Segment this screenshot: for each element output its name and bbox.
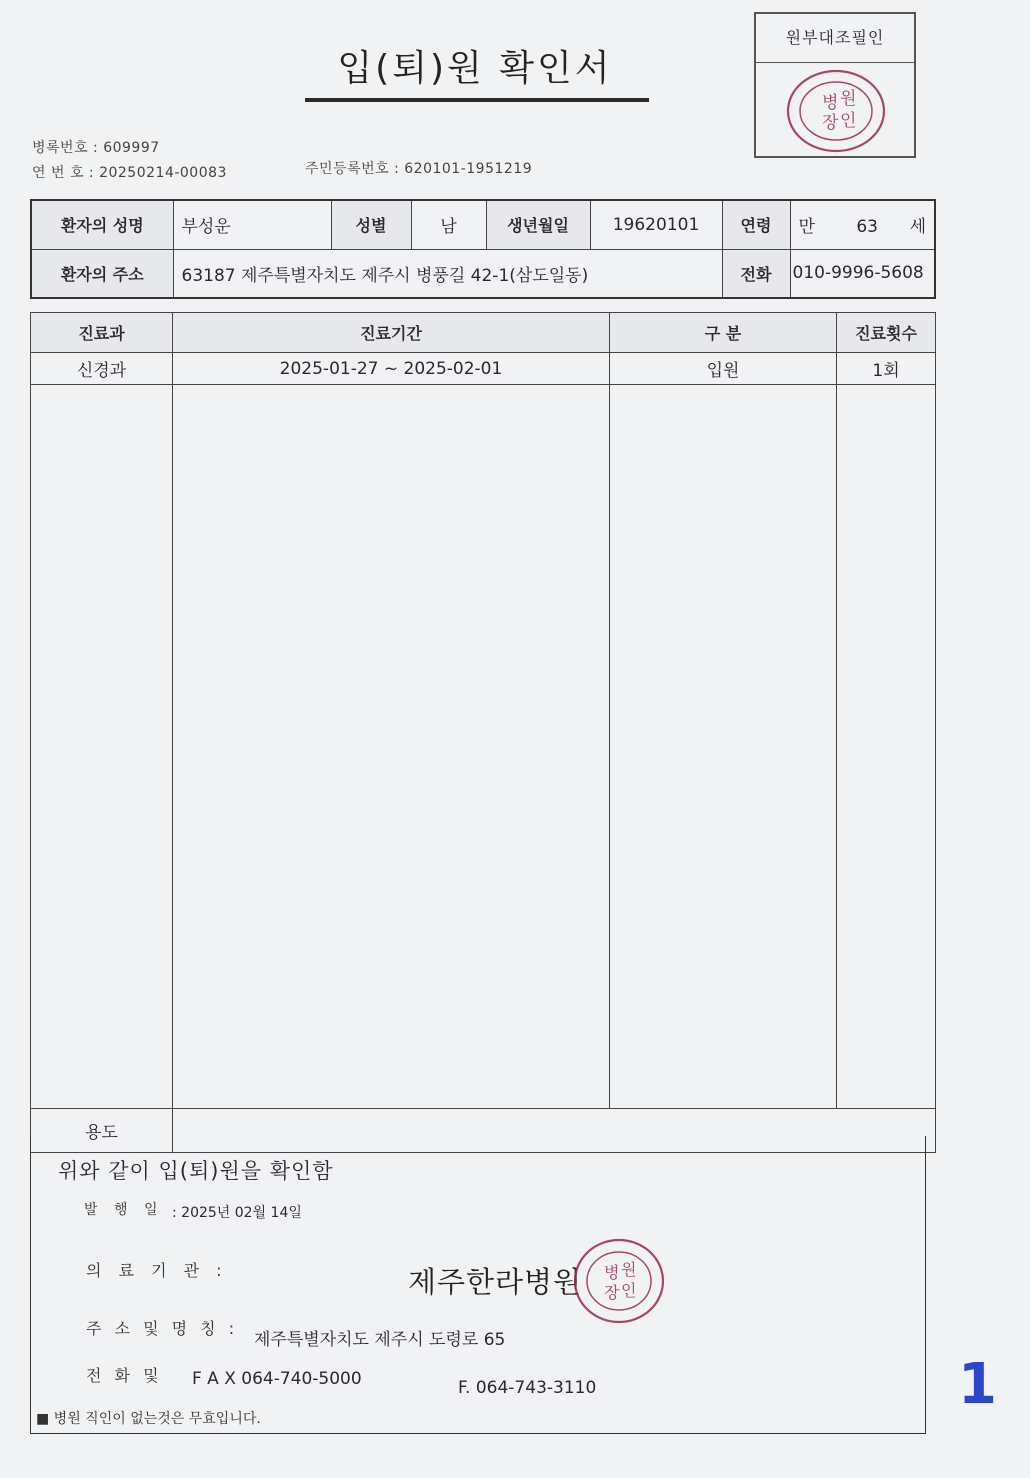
institution-address: 제주특별자치도 제주시 도령로 65 [254, 1330, 506, 1350]
patient-sex: 남 [411, 200, 486, 249]
age-suffix: 세 [909, 217, 926, 238]
confirmation-text: 위와 같이 입(퇴)원을 확인함 [58, 1159, 334, 1183]
issue-date-label: 발 행 일 [84, 1202, 164, 1218]
hospital-seal-icon [570, 1236, 668, 1326]
patient-phone: 010-9996-5608 [790, 249, 935, 298]
svg-text:원: 원 [621, 1260, 637, 1279]
age-label: 연령 [722, 200, 790, 249]
svg-text:장: 장 [604, 1283, 620, 1302]
row-type: 입원 [610, 353, 837, 385]
hospital-seal-icon [778, 66, 896, 156]
document-title: 입(퇴)원 확인서 [337, 48, 613, 89]
page-number: 1 [958, 1352, 997, 1417]
sex-label: 성별 [331, 200, 411, 249]
patient-info-table [30, 199, 936, 299]
svg-text:장: 장 [822, 113, 839, 133]
phone-label: 전화 [722, 249, 790, 298]
institution-name: 제주한라병원 [408, 1265, 583, 1299]
age-prefix: 만 [798, 217, 815, 238]
header-department: 진료과 [31, 313, 173, 353]
resident-registration-number: 주민등록번호 : 620101-1951219 [305, 161, 533, 177]
age-value: 63 [856, 217, 878, 238]
validity-note: ■ 병원 직인이 없는것은 무효입니다. [36, 1411, 261, 1427]
institution-label: 의 료 기 관 : [86, 1261, 228, 1280]
svg-text:병: 병 [604, 1263, 620, 1282]
record-number: 병록번호 : 609997 [32, 140, 160, 156]
treatment-table [30, 312, 936, 1153]
birth-label: 생년월일 [486, 200, 590, 249]
issue-date: : 2025년 02월 14일 [172, 1205, 302, 1221]
header-type: 구 분 [610, 313, 837, 353]
patient-name: 부성운 [173, 200, 331, 249]
original-verification-stamp-box [754, 12, 916, 158]
title-underline [305, 98, 649, 102]
svg-text:인: 인 [840, 111, 857, 131]
header-period: 진료기간 [173, 313, 610, 353]
name-label: 환자의 성명 [31, 200, 173, 249]
address-name-label: 주 소 및 명 칭 : [86, 1319, 239, 1338]
patient-birth: 19620101 [590, 200, 722, 249]
row-period: 2025-01-27 ~ 2025-02-01 [173, 353, 610, 385]
row-department: 신경과 [31, 353, 173, 385]
purpose-label: 용도 [31, 1109, 173, 1153]
stamp-box-label: 원부대조필인 [756, 14, 914, 63]
svg-text:원: 원 [840, 89, 857, 109]
institution-phone: F A X 064-740-5000 [192, 1369, 362, 1389]
row-count: 1회 [837, 353, 936, 385]
patient-address: 63187 제주특별자치도 제주시 병풍길 42-1(삼도일동) [173, 249, 722, 298]
table-row [31, 353, 936, 385]
empty-rows-area [31, 385, 936, 1109]
header-count: 진료횟수 [837, 313, 936, 353]
patient-age [790, 200, 935, 249]
phone-fax-label: 전 화 및 [86, 1366, 163, 1385]
svg-text:병: 병 [822, 93, 839, 113]
address-label: 환자의 주소 [31, 249, 173, 298]
svg-text:인: 인 [621, 1281, 637, 1300]
institution-fax: F. 064-743-3110 [458, 1378, 597, 1398]
serial-number: 연 번 호 : 20250214-00083 [32, 165, 227, 181]
